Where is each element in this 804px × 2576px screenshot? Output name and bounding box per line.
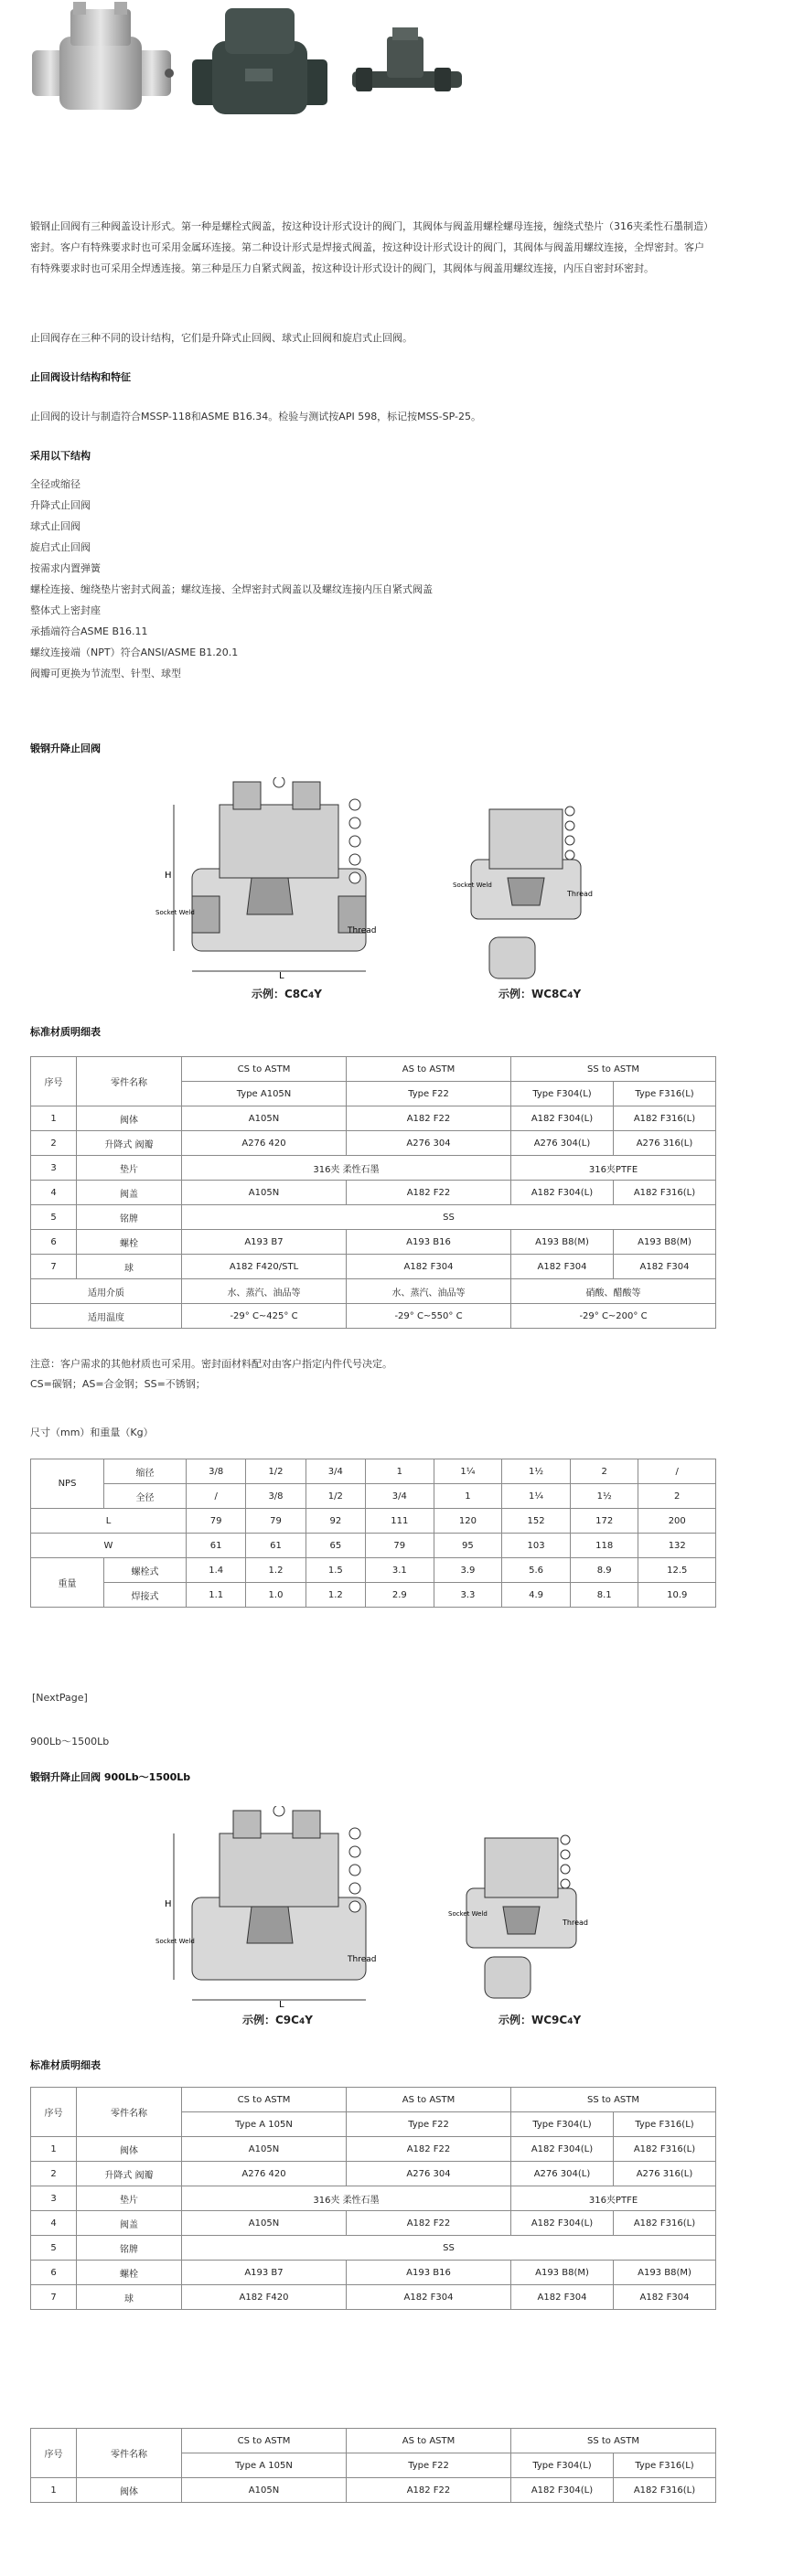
table-cell: 6: [31, 2261, 77, 2285]
table-cell: 2: [570, 1459, 638, 1484]
socket-weld-label: Socket Weld: [155, 909, 195, 916]
table-cell: 序号: [31, 2088, 77, 2137]
table-cell: 1: [31, 1106, 77, 1131]
table-cell: 螺栓式: [104, 1558, 187, 1583]
table-cell: SS to ASTM: [511, 2429, 716, 2453]
valve-drawing-welded: [453, 791, 599, 983]
table-cell: 3: [31, 1156, 77, 1181]
structure-heading: 采用以下结构: [30, 450, 91, 462]
table-cell: 球: [77, 2285, 182, 2310]
table-cell: 1.5: [306, 1558, 365, 1583]
table-cell: 12.5: [638, 1558, 716, 1583]
list-item: 螺栓连接、缠绕垫片密封式阀盖；螺纹连接、全焊密封式阀盖以及螺纹连接内压自紧式阀盖: [30, 583, 433, 595]
table-cell: 1.1: [187, 1583, 246, 1608]
table-cell: 7: [31, 2285, 77, 2310]
thread-label: Thread: [567, 890, 593, 898]
dimension-heading: 尺寸（mm）和重量（Kg）: [30, 1427, 154, 1438]
material-table-3: [30, 2428, 716, 2503]
table-cell: 阀盖: [77, 1181, 182, 1205]
structure-list: [30, 474, 712, 684]
table-cell: 4: [31, 2211, 77, 2236]
table-cell: 1.0: [246, 1583, 306, 1608]
list-item: 承插端符合ASME B16.11: [30, 625, 148, 637]
table-cell: Type F316(L): [614, 1082, 716, 1106]
table-cell: 1.4: [187, 1558, 246, 1583]
product-photo-carbon-valve: [192, 5, 329, 123]
table-cell: A182 F304(L): [511, 2478, 614, 2503]
table-cell: SS: [182, 2236, 716, 2261]
list-item: 按需求内置弹簧: [30, 562, 101, 574]
material-note: 注意：客户需求的其他材质也可采用。密封面材料配对由客户指定内件代号决定。: [30, 1358, 392, 1370]
table-cell: A182 F316(L): [614, 2211, 716, 2236]
table-cell: A105N: [182, 1181, 347, 1205]
table-cell: A182 F22: [347, 2478, 511, 2503]
table-cell: A105N: [182, 2478, 347, 2503]
table-cell: 95: [434, 1534, 502, 1558]
table-cell: 132: [638, 1534, 716, 1558]
table-cell: 升降式 阀瓣: [77, 1131, 182, 1156]
table-cell: 118: [570, 1534, 638, 1558]
table-cell: 阀盖: [77, 2211, 182, 2236]
table-cell: Type A 105N: [182, 2453, 347, 2478]
table-cell: A276 316(L): [614, 2162, 716, 2186]
socket-weld-label: Socket Weld: [448, 1910, 488, 1918]
table-cell: 重量: [31, 1558, 104, 1608]
socket-weld-label: Socket Weld: [453, 882, 492, 889]
table-cell: 103: [502, 1534, 571, 1558]
table-cell: -29° C~425° C: [182, 1304, 347, 1329]
table-cell: A182 F304(L): [511, 2211, 614, 2236]
table-cell: 1¼: [434, 1459, 502, 1484]
table-cell: 3.3: [434, 1583, 502, 1608]
table-cell: 2.9: [365, 1583, 434, 1608]
table-cell: 缩径: [104, 1459, 187, 1484]
table-cell: 1: [365, 1459, 434, 1484]
table-cell: A182 F22: [347, 1106, 511, 1131]
table-cell: 92: [306, 1509, 365, 1534]
table-row: [31, 1181, 716, 1205]
list-item: 螺纹连接端（NPT）符合ANSI/ASME B1.20.1: [30, 647, 239, 658]
table-cell: A182 F420/STL: [182, 1255, 347, 1279]
table-cell: 螺栓: [77, 1230, 182, 1255]
section-heading-900-1500: 锻钢升降止回阀 900Lb～1500Lb: [30, 1771, 191, 1783]
table-cell: 垫片: [77, 1156, 182, 1181]
table-cell: 316夹PTFE: [511, 1156, 716, 1181]
table-cell: 全径: [104, 1484, 187, 1509]
table-cell: Type F22: [347, 2453, 511, 2478]
valve-drawing-bolted: [155, 777, 384, 978]
table-row: [31, 2137, 716, 2162]
table-cell: /: [187, 1484, 246, 1509]
table-cell: A193 B7: [182, 2261, 347, 2285]
table-cell: 焊接式: [104, 1583, 187, 1608]
dimension-table: [30, 1459, 716, 1608]
table-cell: 1: [434, 1484, 502, 1509]
table-cell: Type F22: [347, 1082, 511, 1106]
table-cell: 8.9: [570, 1558, 638, 1583]
table-row: [31, 2478, 716, 2503]
table-cell: -29° C~550° C: [347, 1304, 511, 1329]
table-cell: A276 304(L): [511, 2162, 614, 2186]
table-cell: 8.1: [570, 1583, 638, 1608]
table-cell: A182 F316(L): [614, 1106, 716, 1131]
table-cell: A182 F316(L): [614, 2137, 716, 2162]
list-item: 球式止回阀: [30, 520, 80, 532]
figure-caption-wc9c: 示例：WC9C4Y: [498, 2014, 582, 2026]
table-cell: A182 F304: [614, 1255, 716, 1279]
table-cell: 螺栓: [77, 2261, 182, 2285]
table-row: [31, 1255, 716, 1279]
table-cell: 1/2: [246, 1459, 306, 1484]
material-table: [30, 1056, 716, 1329]
header-no: 序号: [31, 1057, 77, 1106]
table-cell: 3/4: [365, 1484, 434, 1509]
pressure-class-text: 900Lb～1500Lb: [30, 1736, 110, 1748]
height-dimension-label: H: [165, 1899, 172, 1909]
length-dimension-label: L: [279, 2000, 284, 2007]
table-row: [31, 1534, 716, 1558]
table-cell: 316夹 柔性石墨: [182, 2186, 511, 2211]
table-cell: Type F304(L): [511, 1082, 614, 1106]
table-row: [31, 2236, 716, 2261]
table-cell: 1½: [570, 1484, 638, 1509]
table-cell: 65: [306, 1534, 365, 1558]
length-dimension-label: L: [279, 971, 284, 978]
table-cell: A182 F304(L): [511, 2137, 614, 2162]
table-cell: A182 F304(L): [511, 1181, 614, 1205]
product-photo-stainless-valve: [32, 0, 174, 123]
table-cell: A105N: [182, 2137, 347, 2162]
table-cell: 阀体: [77, 2137, 182, 2162]
table-row: [31, 1205, 716, 1230]
thread-label: Thread: [348, 926, 377, 935]
table-row: [31, 2162, 716, 2186]
table-cell: 1½: [502, 1459, 571, 1484]
table-cell: CS to ASTM: [182, 2429, 347, 2453]
table-cell: -29° C~200° C: [511, 1304, 716, 1329]
thread-label: Thread: [348, 1955, 377, 1964]
table-cell: 1: [31, 2137, 77, 2162]
table-cell: 阀体: [77, 2478, 182, 2503]
list-item: 阀瓣可更换为节流型、针型、球型: [30, 668, 181, 679]
table-cell: Type A105N: [182, 1082, 347, 1106]
table-cell: Type A 105N: [182, 2112, 347, 2137]
table-cell: A182 F316(L): [614, 1181, 716, 1205]
table-cell: 7: [31, 1255, 77, 1279]
table-row: [31, 1558, 716, 1583]
table-row: [31, 2211, 716, 2236]
table-cell: 4.9: [502, 1583, 571, 1608]
table-cell: CS to ASTM: [182, 2088, 347, 2112]
table-cell: A182 F420: [182, 2285, 347, 2310]
list-item: 全径或缩径: [30, 478, 80, 490]
table-cell: A193 B16: [347, 2261, 511, 2285]
table-cell: A276 304: [347, 1131, 511, 1156]
design-standard-heading: 止回阀设计结构和特征: [30, 371, 131, 383]
table-cell: 10.9: [638, 1583, 716, 1608]
table-cell: 316夹PTFE: [511, 2186, 716, 2211]
socket-weld-label: Socket Weld: [155, 1938, 195, 1945]
material-table-heading-2: 标准材质明细表: [30, 2059, 101, 2071]
table-cell: A193 B8(M): [614, 2261, 716, 2285]
table-cell: 水、蒸汽、油品等: [182, 1279, 347, 1304]
next-page-marker: [NextPage]: [32, 1692, 88, 1704]
table-cell: A182 F304: [347, 2285, 511, 2310]
table-cell: 79: [246, 1509, 306, 1534]
table-row: [31, 1509, 716, 1534]
valve-drawing-welded-900: [448, 1820, 599, 2003]
table-cell: SS to ASTM: [511, 2088, 716, 2112]
table-cell: 零件名称: [77, 2088, 182, 2137]
intro-paragraph: 锻钢止回阀有三种阀盖设计形式。第一种是螺栓式阀盖，按这种设计形式设计的阀门，其阀体与阀盖用螺栓螺母连接，缠绕式垫片（316夹柔性石墨制造）密封。客户有特殊要求时也可采用金属环连接。第二种设计形式是焊接式阀盖，按这种设计形式设计的阀门，其阀体与阀盖用螺纹连接，全焊密封。客户有特殊要求时也可采用全焊透连接。第三种是压力自紧式阀盖，按这种设计形式设计的阀门，其阀体与阀盖用螺纹连接，内压自密封环密封。: [30, 220, 709, 274]
table-cell: A182 F304: [347, 1255, 511, 1279]
height-dimension-label: H: [165, 871, 172, 881]
table-cell: 序号: [31, 2429, 77, 2478]
table-cell: 61: [246, 1534, 306, 1558]
list-item: 旋启式止回阀: [30, 541, 91, 553]
table-cell: A182 F22: [347, 1181, 511, 1205]
table-cell: AS to ASTM: [347, 2088, 511, 2112]
thread-label: Thread: [563, 1919, 588, 1927]
table-cell: 2: [31, 2162, 77, 2186]
table-cell: A182 F22: [347, 2211, 511, 2236]
table-cell: 152: [502, 1509, 571, 1534]
list-item: 整体式上密封座: [30, 604, 101, 616]
figure-caption-wc8c: 示例：WC8C4Y: [498, 988, 582, 1000]
header-cs: CS to ASTM: [182, 1057, 347, 1082]
table-row: [31, 2261, 716, 2285]
table-cell: L: [31, 1509, 187, 1534]
table-cell: 升降式 阀瓣: [77, 2162, 182, 2186]
table-cell: Type F304(L): [511, 2453, 614, 2478]
table-row: [31, 1279, 716, 1304]
table-cell: 5: [31, 2236, 77, 2261]
table-cell: A193 B7: [182, 1230, 347, 1255]
table-cell: 1.2: [306, 1583, 365, 1608]
table-cell: 172: [570, 1509, 638, 1534]
table-cell: 阀体: [77, 1106, 182, 1131]
table-cell: SS: [182, 1205, 716, 1230]
header-ss: SS to ASTM: [511, 1057, 716, 1082]
material-table-heading: 标准材质明细表: [30, 1026, 101, 1038]
figure-caption-c8c: 示例：C8C4Y: [252, 988, 322, 1000]
table-row: [31, 2285, 716, 2310]
table-cell: 3/8: [246, 1484, 306, 1509]
table-cell: 120: [434, 1509, 502, 1534]
table-row: [31, 1304, 716, 1329]
table-cell: Type F316(L): [614, 2453, 716, 2478]
table-cell: Type F22: [347, 2112, 511, 2137]
table-cell: 适用介质: [31, 1279, 182, 1304]
table-cell: 3: [31, 2186, 77, 2211]
table-cell: 1: [31, 2478, 77, 2503]
table-cell: AS to ASTM: [347, 2429, 511, 2453]
table-cell: 铭牌: [77, 2236, 182, 2261]
table-cell: A182 F304: [614, 2285, 716, 2310]
table-cell: W: [31, 1534, 187, 1558]
table-cell: 6: [31, 1230, 77, 1255]
list-item: 升降式止回阀: [30, 499, 91, 511]
table-cell: A182 F304: [511, 1255, 614, 1279]
valve-drawing-bolted-900: [155, 1806, 384, 2007]
table-cell: 4: [31, 1181, 77, 1205]
table-cell: NPS: [31, 1459, 104, 1509]
table-cell: A276 420: [182, 1131, 347, 1156]
table-cell: A182 F22: [347, 2137, 511, 2162]
table-cell: 3/8: [187, 1459, 246, 1484]
table-cell: 2: [638, 1484, 716, 1509]
design-types-paragraph: 止回阀存在三种不同的设计结构，它们是升降式止回阀、球式止回阀和旋启式止回阀。: [30, 332, 413, 344]
table-cell: 球: [77, 1255, 182, 1279]
table-cell: 零件名称: [77, 2429, 182, 2478]
table-cell: A276 420: [182, 2162, 347, 2186]
table-cell: A276 304: [347, 2162, 511, 2186]
table-cell: A105N: [182, 2211, 347, 2236]
header-as: AS to ASTM: [347, 1057, 511, 1082]
design-standard-text: 止回阀的设计与制造符合MSSP-118和ASME B16.34。检验与测试按API 598，标记按MSS-SP-25。: [30, 411, 481, 422]
table-cell: 1¼: [502, 1484, 571, 1509]
table-row: [31, 1131, 716, 1156]
table-cell: A182 F316(L): [614, 2478, 716, 2503]
header-part: 零件名称: [77, 1057, 182, 1106]
table-cell: 200: [638, 1509, 716, 1534]
table-cell: A105N: [182, 1106, 347, 1131]
table-cell: 1/2: [306, 1484, 365, 1509]
table-cell: 79: [365, 1534, 434, 1558]
table-cell: Type F316(L): [614, 2112, 716, 2137]
table-cell: 铭牌: [77, 1205, 182, 1230]
table-cell: 61: [187, 1534, 246, 1558]
table-cell: 适用温度: [31, 1304, 182, 1329]
table-cell: 3.9: [434, 1558, 502, 1583]
table-cell: 111: [365, 1509, 434, 1534]
material-table-2: [30, 2087, 716, 2310]
table-cell: Type F304(L): [511, 2112, 614, 2137]
table-cell: 硝酸、醋酸等: [511, 1279, 716, 1304]
table-cell: 79: [187, 1509, 246, 1534]
product-photo-small-valve: [352, 27, 462, 110]
table-row: [31, 1156, 716, 1181]
table-cell: A276 316(L): [614, 1131, 716, 1156]
table-cell: 3.1: [365, 1558, 434, 1583]
table-cell: A193 B16: [347, 1230, 511, 1255]
table-cell: A276 304(L): [511, 1131, 614, 1156]
table-cell: 3/4: [306, 1459, 365, 1484]
table-row: [31, 2186, 716, 2211]
table-cell: 316夹 柔性石墨: [182, 1156, 511, 1181]
table-row: [31, 1583, 716, 1608]
material-abbrev-note: CS=碳钢；AS=合金钢；SS=不锈钢；: [30, 1378, 206, 1390]
table-cell: A193 B8(M): [511, 2261, 614, 2285]
table-cell: A182 F304: [511, 2285, 614, 2310]
figure-caption-c9c: 示例：C9C4Y: [242, 2014, 313, 2026]
table-cell: A193 B8(M): [614, 1230, 716, 1255]
table-cell: 2: [31, 1131, 77, 1156]
table-cell: /: [638, 1459, 716, 1484]
table-cell: A193 B8(M): [511, 1230, 614, 1255]
table-cell: 垫片: [77, 2186, 182, 2211]
table-cell: 水、蒸汽、油品等: [347, 1279, 511, 1304]
section-heading-lift-check: 锻钢升降止回阀: [30, 743, 101, 754]
table-cell: 1.2: [246, 1558, 306, 1583]
table-cell: 5.6: [502, 1558, 571, 1583]
table-cell: A182 F304(L): [511, 1106, 614, 1131]
table-row: [31, 1106, 716, 1131]
table-cell: 5: [31, 1205, 77, 1230]
table-row: [31, 1230, 716, 1255]
